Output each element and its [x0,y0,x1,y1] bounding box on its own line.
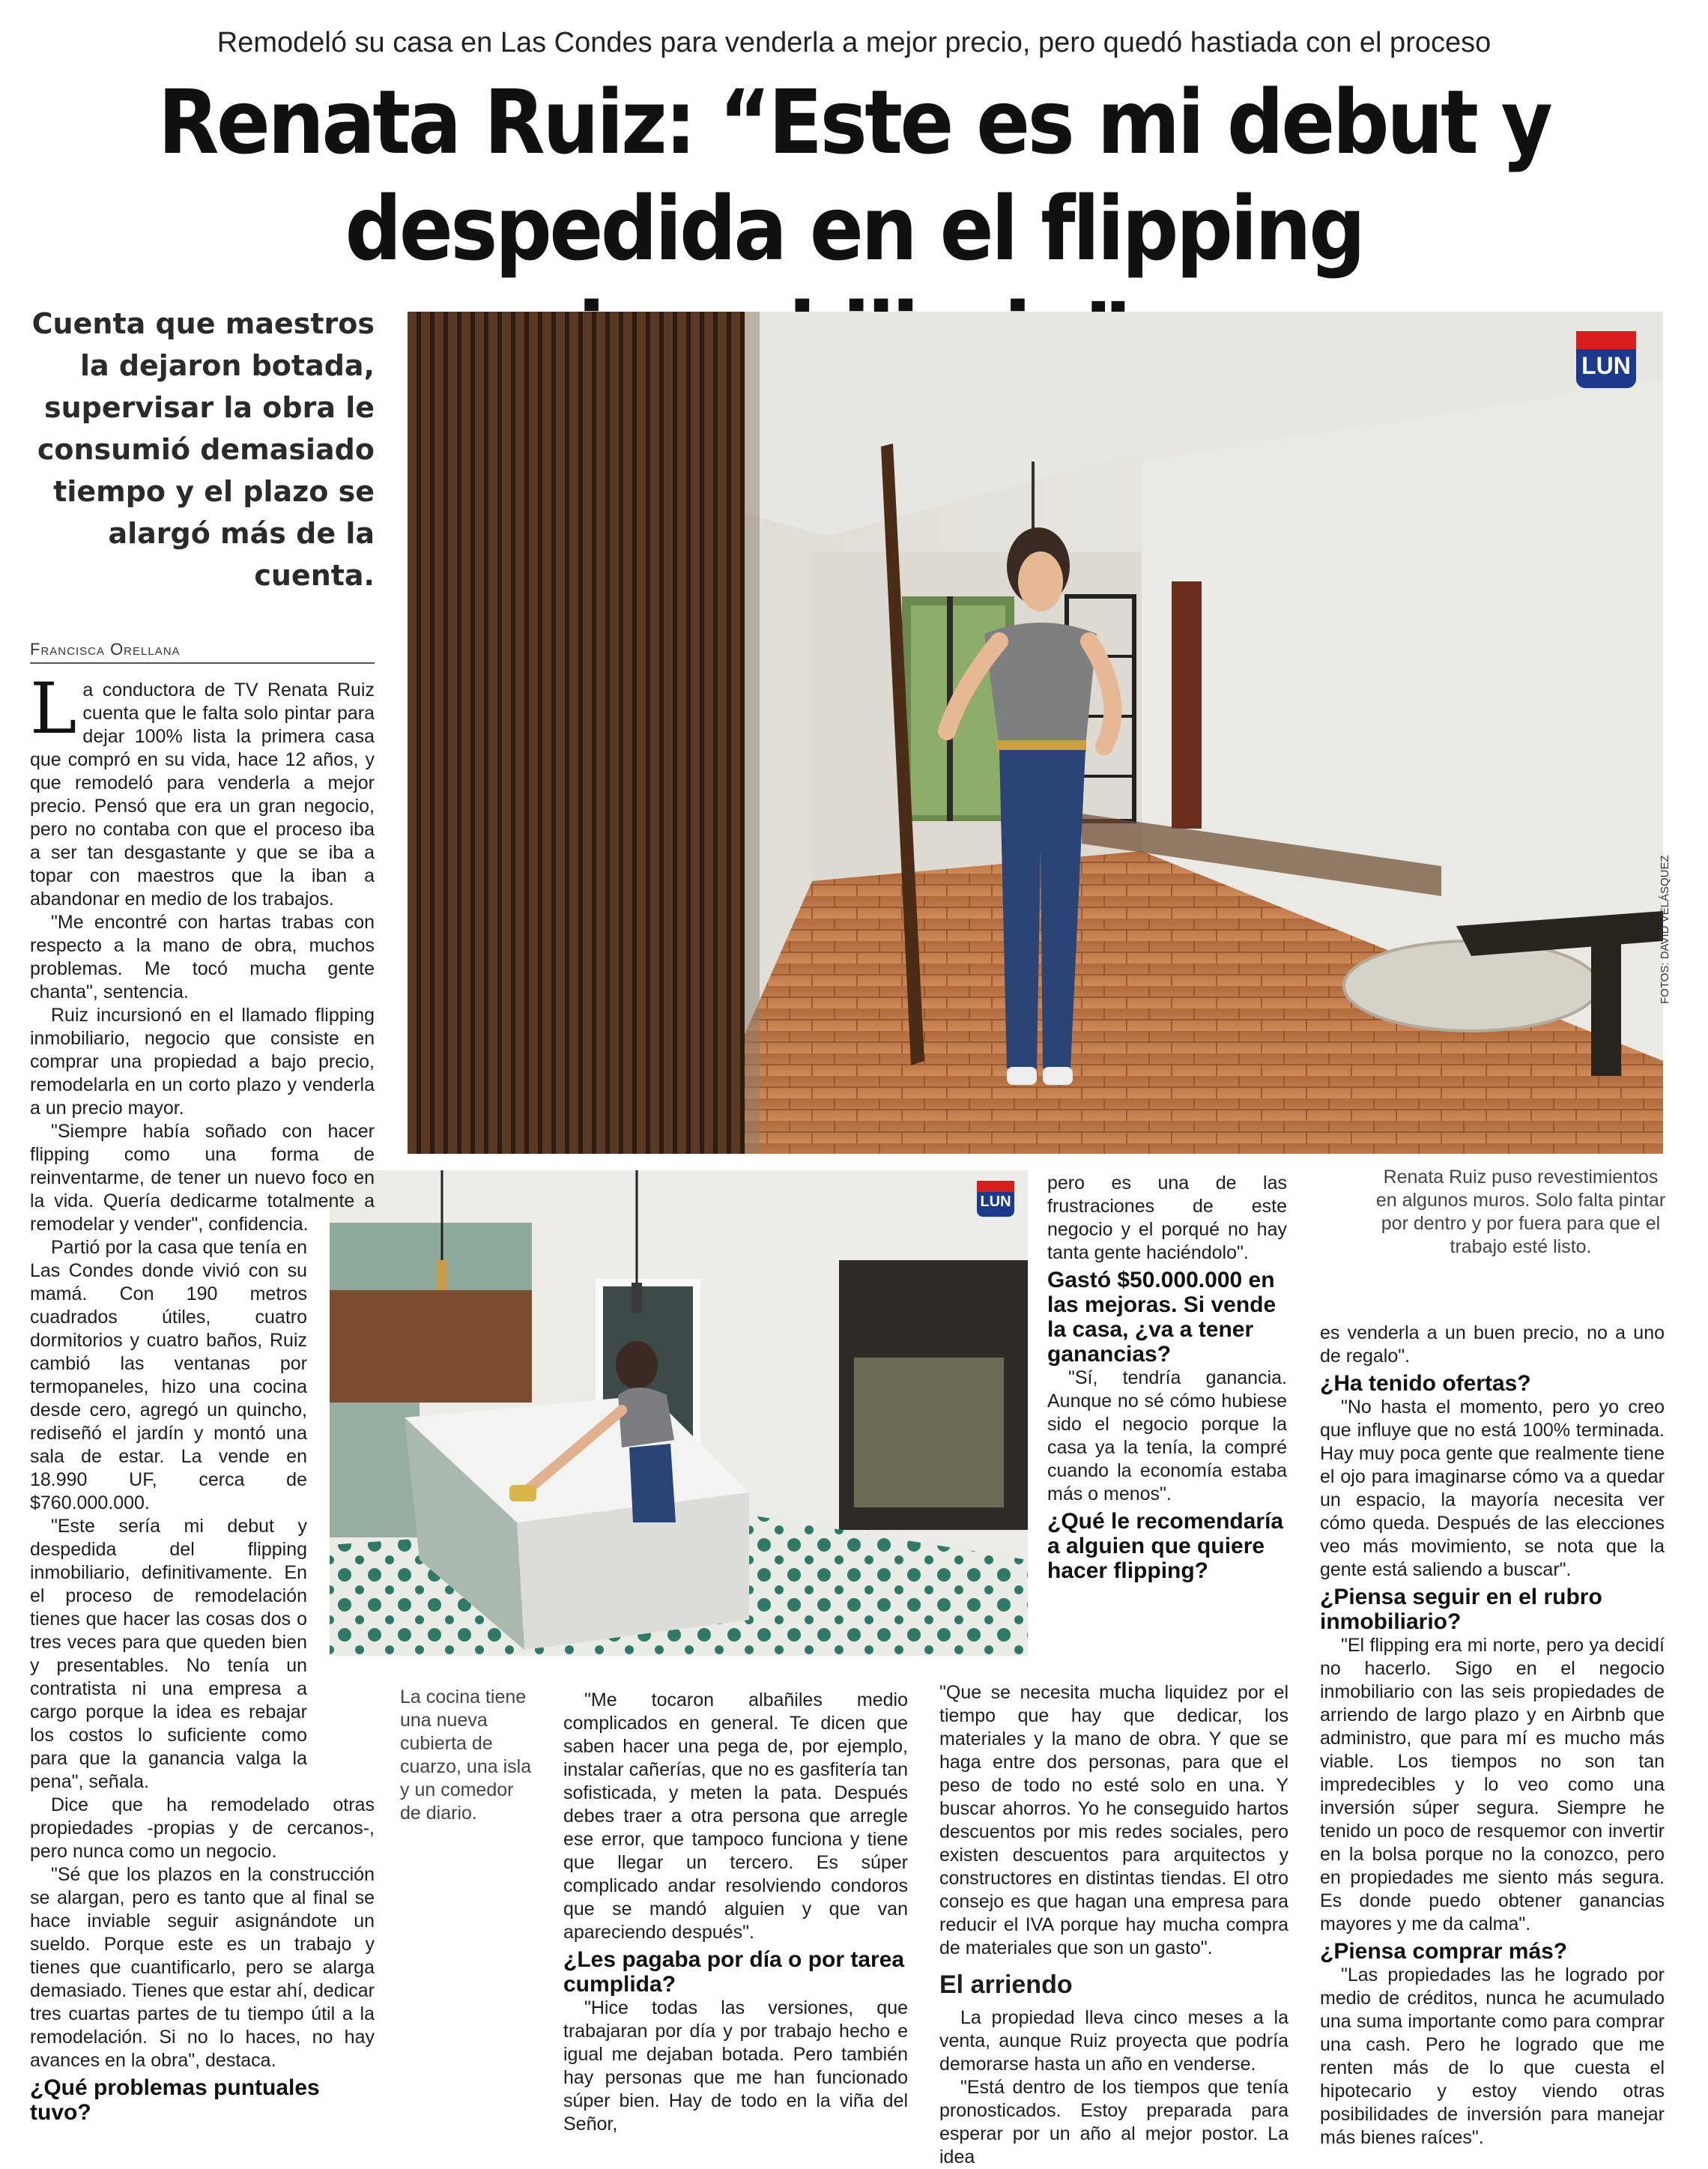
lun-badge-main [1576,331,1636,388]
kitchen-photo [330,1170,1028,1656]
main-photo-caption: Renata Ruiz puso revestimientos en algunos muros. Solo falta pintar por dentro y por fuera para que el trabajo esté listo. [1375,1167,1666,1257]
main-photo-illustration [408,312,1663,1154]
question-6: ¿Piensa seguir en el rubro inmobiliario? [1320,1585,1602,1634]
byline: Francisca Orellana [30,640,181,659]
col3-p5: "Está dentro de los tiempos que tenía pronosticados. Estoy preparada para esperar por un año al mejor postor. La idea [939,2077,1288,2168]
byline-rule [30,662,375,664]
kicker: Remodeló su casa en Las Condes para venderla a mejor precio, pero quedó hastiada con el proceso [216,27,1492,58]
lun-badge-kitchen [977,1181,1014,1217]
col1-p8: "Sé que los plazos en la construcción se alargan, pero es tanto que al final se hace inviable seguir asignándote un sueldo. Porque este es un trabajo y tienes que cuantificarlo, pero se alarga demasiado. Tienes que estar ahí, dedicar tres cuartas partes de tu tiempo útil a la remodelación. Si no lo haces, no hay avances en la obra", destaca. [30,1864,375,2071]
question-2: ¿Les pagaba por día o por tarea cumplida? [563,1947,905,1997]
col1-p7: Dice que ha remodelado otras propiedades -propias y de cercanos-, pero nunca como un negocio. [30,1794,375,1862]
lun-badge-kitchen-label: LUN [980,1194,1011,1210]
col4-p1: es venderla a un buen precio, no a uno de regalo". [1320,1322,1665,1367]
kitchen-photo-caption: La cocina tiene una nueva cubierta de cuarzo, una isla y un comedor de diario. [400,1687,532,1824]
col1-p6: "Este sería mi debut y despedida del flipping inmobiliario, definitivamente. En el proceso de remodelación tienes que hacer las cosas dos o tres veces para que queden bien y presentables. No tenía un contratista ni una empresa a cargo porque la idea es rebajar los costos lo suficiente como para que la ganancia valga la pena", señala. [30,1516,307,1792]
col1-p1: a conductora de TV Renata Ruiz cuenta que le falta solo pintar para dejar 100% lista la primera casa que compró en su vida, hace 12 años, y que remodeló para venderla a mejor precio. Pensó que era un gran negocio, pero no contaba con que el proceso iba a ser tan desgastante y que se iba a topar con maestros que la iban a abandonar en medio de los trabajos. [30,680,375,910]
drop-cap: L [30,668,77,750]
question-7: ¿Piensa comprar más? [1320,1939,1568,1964]
article-column-2 [563,1689,908,2135]
col3-p1: pero es una de las frustraciones de este negocio y el porqué no hay tanta gente haciéndolo". [1047,1173,1287,1263]
col1-p3: Ruiz incursionó en el llamado flipping inmobiliario, negocio que consiste en comprar una propiedad a bajo precio, remodelarla en un corto plazo y venderla a un precio mayor. [30,1005,375,1119]
lun-badge-label: LUN [1581,352,1631,379]
headline: Renata Ruiz: “Este es mi debut y despedida en el flipping [157,70,1551,280]
col3-p3: "Que se necesita mucha liquidez por el tiempo que hay que dedicar, los materiales y la mano de obra. Y que se haga entre dos personas, para que el peso de todo no esté solo en una. Y buscar ahorros. Yo he conseguido hartos descuentos por mis redes sociales, pero existen descuentos para arquitectos y constructores en distintas tiendas. El otro consejo es que hagan una empresa para reducir el IVA porque hay mucha compra de materiales que son un gasto". [939,1682,1288,1958]
col2-p2: "Hice todas las versiones, que trabajaran por día y por trabajo hecho e igual me dejaban botada. Pero también hay personas que me han funcionado súper bien. Hay de todo en la viña del Señor, [563,1997,908,2135]
question-5: ¿Ha tenido ofertas? [1320,1371,1531,1396]
article-column-3-top [1047,1172,1287,1681]
subhead-arriendo: El arriendo [939,1970,1073,1999]
kitchen-photo-illustration [330,1170,1028,1656]
question-1: ¿Qué problemas puntuales tuvo? [30,2075,320,2125]
col2-p1: "Me tocaron albañiles medio complicados en general. Te dicen que saben hacer una pega de, por ejemplo, instalar cañerías, que no es gasfitería tan sofisticada, y meten la pata. Después debes traer a otra persona que arregle ese error, que tampoco funciona y tiene que llegar un tercero. Es súper complicado andar resolviendo condoros que se mandó alguien y que van apareciendo después". [563,1689,908,1943]
question-3: Gastó $50.000.000 en las mejoras. Si vende la casa, ¿va a tener ganancias? [1047,1268,1277,1367]
col1-p2: "Me encontré con hartas trabas con respecto a la mano de obra, muchos problemas. Me tocó mucha gente chanta", sentencia. [30,912,375,1002]
col1-p4: "Siempre había soñado con hacer flipping como una forma de reinventarme, de tener un nuevo foco en la vida. Quería dedicarme totalmente a remodelar y vender", confidencia. [30,1121,375,1235]
photo-credit: FOTOS: DAVID VELÁSQUEZ [1659,855,1671,1004]
col4-p3: "El flipping era mi norte, pero ya decidí no hacerlo. Sigo en el negocio inmobiliario con las seis propiedades de arriendo de largo plazo y en Airbnb que administro, que para mí es mucho más viable. Los tiempos no son tan impredecibles y lo veo como una inversión súper segura. Siempre he tenido un poco de resquemor con invertir en la bolsa porque no la conozco, pero en propiedades me siento más segura. Es donde puedo obtener ganancias mayores y me da calma". [1320,1635,1665,1934]
col4-p2: "No hasta el momento, pero yo creo que influye que no está 100% terminada. Hay muy poca gente que realmente tiene el ojo para imaginarse cómo va a quedar un espacio, la mayoría necesita ver cómo queda. Después de las elecciones veo más movimiento, se nota que la gente está saliendo a buscar". [1320,1397,1665,1580]
article-column-3 [939,1681,1288,2168]
deck: Cuenta que maestros la dejaron botada, supervisar la obra le consumió demasiado tiempo y el plazo se alargó más de la cuenta. [31,307,375,592]
col4-p4: "Las propiedades las he logrado por medio de créditos, nunca he acumulado una suma importante como para comprar una cash. Pero he logrado que me renten más de lo que cuesta el hipotecario y estoy viendo otras posibilidades de inversión para manejar más bienes raíces". [1320,1964,1665,2148]
col1-p5: Partió por la casa que tenía en Las Condes donde vivió con su mamá. Con 190 metros cuadrados útiles, cuatro dormitorios y cuatro baños, Ruiz cambió las ventanas por termopaneles, hizo una cocina desde cero, agregó un quincho, rediseñó el jardín y montó una sala de estar. La vende en 18.990 UF, cerca de $760.000.000. [30,1237,307,1513]
question-4: ¿Qué le recomendaría a alguien que quiere hacer flipping? [1047,1509,1284,1583]
article-column-1 [30,668,375,2125]
article-column-4 [1320,1322,1665,2148]
col3-p4: La propiedad lleva cinco meses a la venta, aunque Ruiz proyecta que podría demorarse hasta un año en venderse. [939,2007,1288,2075]
intro-paragraph [30,668,375,911]
col3-p2: "Sí, tendría ganancia. Aunque no sé cómo hubiese sido el negocio porque la casa ya la tenía, la compré cuando la economía estaba más o menos". [1047,1367,1287,1504]
main-photo [408,312,1663,1154]
